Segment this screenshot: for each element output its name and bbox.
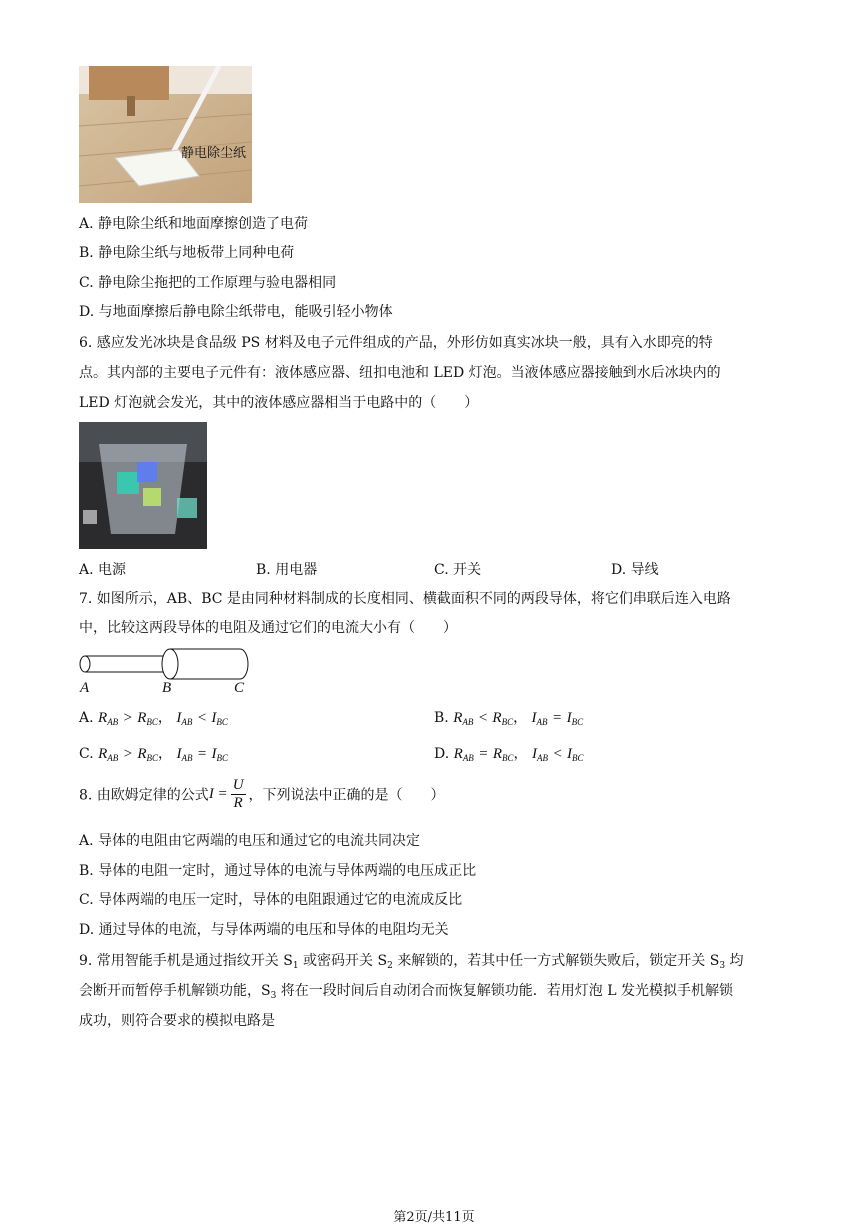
q8-option-a: A. 导体的电阻由它两端的电压和通过它的电流共同决定	[79, 833, 421, 849]
q7-stem-line-2: 中，比较这两段导体的电阻及通过它们的电流大小有（ ）	[79, 620, 457, 636]
conductor-diagram	[78, 645, 253, 681]
glass-illustration	[79, 422, 207, 549]
q6-option-d: D. 导线	[611, 562, 659, 578]
q8-option-c: C. 导体两端的电压一定时，导体的电阻跟通过它的电流成反比	[79, 892, 463, 908]
ice-cube-photo	[79, 422, 207, 549]
q5-option-b: B. 静电除尘纸与地板带上同种电荷	[79, 245, 295, 261]
q6-option-c: C. 开关	[434, 562, 482, 578]
q9-stem-line-2: 会断开而暂停手机解锁功能，$S_3$ 将在一段时间后自动闭合而恢复解锁功能．若用灯泡 L 发光模拟手机解锁	[79, 983, 733, 1001]
q5-option-a: A. 静电除尘纸和地面摩擦创造了电荷	[79, 216, 309, 232]
mop-image-label: 静电除尘纸	[181, 146, 247, 161]
mop-illustration	[79, 66, 252, 203]
q6-stem-line-1: 6. 感应发光冰块是食品级 PS 材料及电子元件组成的产品，外形仿如真实冰块一般，具有入水即亮的特	[79, 335, 713, 351]
q7-option-c: C. $R_{AB} > R_{BC}$， $I_{AB} = I_{BC}$	[79, 746, 229, 763]
q6-option-a: A. 电源	[79, 562, 127, 578]
q7-option-b: B. $R_{AB} < R_{BC}$， $I_{AB} = I_{BC}$	[434, 710, 584, 727]
q6-option-b: B. 用电器	[256, 562, 318, 578]
q6-stem-line-2: 点。其内部的主要电子元件有：液体感应器、纽扣电池和 LED 灯泡。当液体感应器接触到水后冰块内的	[79, 365, 721, 381]
label-a: A	[80, 680, 90, 696]
q9-stem-line-1: 9. 常用智能手机是通过指纹开关 $S_1$ 或密码开关 $S_2$ 来解锁的，若其中任一方式解锁失败后，锁定开关 $S_3$ 均	[79, 953, 744, 971]
q5-option-c: C. 静电除尘拖把的工作原理与验电器相同	[79, 275, 337, 291]
q9-stem-line-3: 成功，则符合要求的模拟电路是	[79, 1013, 275, 1029]
q8-option-d: D. 通过导体的电流，与导体两端的电压和导体的电阻均无关	[79, 922, 449, 938]
q7-stem-line-1: 7. 如图所示，AB、BC 是由同种材料制成的长度相同、横截面积不同的两段导体，将它们串联后连入电路	[79, 591, 731, 607]
q7-option-a: A. $R_{AB} > R_{BC}$， $I_{AB} < I_{BC}$	[79, 710, 228, 727]
label-c: C	[234, 680, 245, 696]
q5-option-d: D. 与地面摩擦后静电除尘纸带电，能吸引轻小物体	[79, 304, 393, 320]
mop-photo	[79, 66, 252, 203]
q7-option-d: D. $R_{AB} = R_{BC}$， $I_{AB} < I_{BC}$	[434, 746, 584, 763]
page-footer: 第2页/共11页	[393, 1210, 475, 1225]
q8-option-b: B. 导体的电阻一定时，通过导体的电流与导体两端的电压成正比	[79, 863, 477, 879]
conductor-figure	[78, 645, 253, 700]
q8-stem: 8. 由欧姆定律的公式I = $\frac{U}{R}$ ，下列说法中正确的是（ ）	[79, 777, 445, 811]
q6-stem-line-3: LED 灯泡就会发光，其中的液体感应器相当于电路中的（ ）	[79, 395, 479, 411]
ohm-formula-fraction: $\frac{U}{R}$	[232, 777, 244, 811]
label-b: B	[162, 680, 172, 696]
